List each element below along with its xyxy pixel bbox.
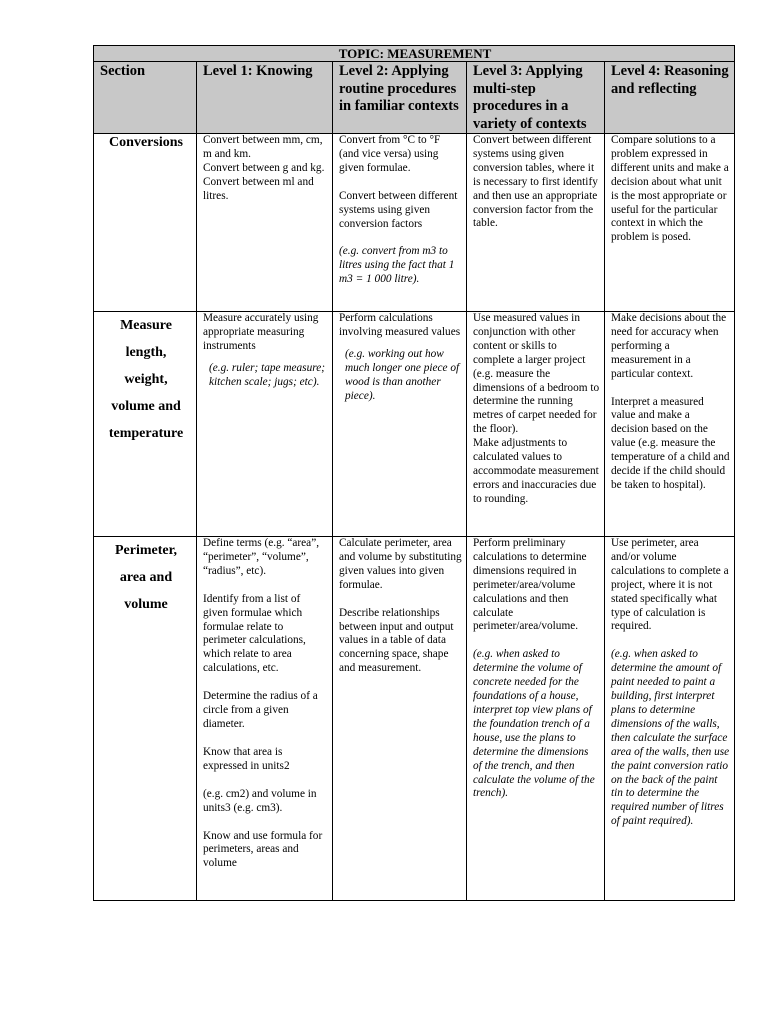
- section-label: weight,: [124, 372, 168, 387]
- perimeter-level2: [333, 537, 467, 901]
- section-measure: [94, 312, 197, 537]
- cell-text: Convert between g and kg.: [203, 161, 325, 174]
- cell-text: Use measured values in conjunction with other content or skills to complete a larger project (e.g. measure the dimensions of a bedroom to determine the running metres of carpet needed for the floor).: [473, 312, 600, 436]
- header-level4: Level 4: Reasoning and reflecting: [605, 62, 735, 134]
- measure-level1: [197, 312, 333, 537]
- header-section: Section: [94, 62, 197, 134]
- header-row: [94, 62, 735, 134]
- conversions-level2: [333, 134, 467, 312]
- cell-text: Convert between different systems using given conversion tables, where it is necessary to first identify and then use an appropriate conversion factor from the table.: [473, 134, 598, 230]
- measure-level2: [333, 312, 467, 537]
- cell-example: (e.g. ruler; tape measure; kitchen scale; jugs; etc).: [209, 361, 325, 388]
- cell-text: Calculate perimeter, area and volume by substituting given values into given formulae.: [339, 537, 462, 591]
- section-label: Measure: [120, 318, 172, 333]
- measure-level4: [605, 312, 735, 537]
- cell-text: Make adjustments to calculated values to accommodate measurement errors and inaccuracies due to rounding.: [473, 437, 599, 505]
- cell-text: Know that area is expressed in units2: [203, 745, 290, 772]
- section-label: Perimeter,: [114, 543, 178, 558]
- section-perimeter: [94, 537, 197, 901]
- cell-text: Know and use formula for perimeters, areas and volume: [203, 829, 323, 870]
- section-label: volume and: [111, 399, 181, 414]
- cell-text: Make decisions about the need for accuracy when performing a measurement in a particular context.: [611, 312, 727, 380]
- perimeter-level3: [467, 537, 605, 901]
- header-level2: Level 2: Applying routine procedures in familiar contexts: [333, 62, 467, 134]
- cell-text: Determine the radius of a circle from a given diameter.: [203, 690, 318, 730]
- cell-text: Compare solutions to a problem expressed in different units and make a decision about what unit is the most appropriate or useful for the particular context in which the problem is posed.: [611, 134, 729, 244]
- perimeter-level1: [197, 537, 333, 901]
- cell-text: Convert between ml and litres.: [203, 175, 314, 202]
- perimeter-level4: [605, 537, 735, 901]
- cell-text: Convert between mm, cm, m and km.: [203, 134, 323, 160]
- section-label: length,: [125, 345, 167, 360]
- section-conversions: [94, 134, 197, 312]
- cell-text: Convert from °C to °F (and vice versa) using given formulae.: [339, 134, 441, 174]
- cell-text: (e.g. cm2) and volume in units3 (e.g. cm3).: [203, 787, 317, 814]
- cell-example: (e.g. when asked to determine the volume of concrete needed for the foundations of a house, interpret top view plans of the foundation trench of a house, use the plans to determine the dimensions of the trench, and then calculate the volume of the trench).: [473, 648, 595, 800]
- cell-text: Perform preliminary calculations to determine dimensions required in perimeter/area/volume calculations and then calculate perimeter/area/volume.: [473, 537, 587, 633]
- cell-text: Convert between different systems using given conversion factors: [339, 189, 458, 230]
- measure-level3: [467, 312, 605, 537]
- conversions-level3: [467, 134, 605, 312]
- section-label: volume: [124, 597, 168, 612]
- cell-text: Use perimeter, area and/or volume calculations to complete a project, where it is not stated specifically what type of calculation is required.: [611, 537, 729, 633]
- section-label: Conversions: [109, 135, 183, 150]
- cell-text: Identify from a list of given formulae which formulae relate to perimeter calculations, which relate to area calculations, etc.: [203, 592, 306, 675]
- cell-text: Measure accurately using appropriate measuring instruments: [203, 312, 319, 352]
- header-level1: Level 1: Knowing: [197, 62, 333, 134]
- table-row-measure: [94, 312, 735, 537]
- table-row-perimeter: [94, 537, 735, 901]
- section-label: temperature: [108, 426, 184, 441]
- cell-example: (e.g. working out how much longer one piece of wood is than another piece).: [345, 347, 460, 402]
- cell-text: Perform calculations involving measured values: [339, 312, 461, 338]
- cell-example: (e.g. when asked to determine the amount of paint needed to paint a building, first interpret plans to determine dimensions of the walls, then calculate the surface area of the walls, then use the paint conversion ratio on the back of the paint tin to determine the required number of litres of paint required).: [611, 648, 730, 828]
- cell-example: (e.g. convert from m3 to litres using the fact that 1 m3 = 1 000 litre).: [339, 245, 455, 286]
- cell-text: Describe relationships between input and output values in a table of data concerning space, shape and measurement.: [339, 606, 454, 675]
- header-level3: Level 3: Applying multi-step procedures in a variety of contexts: [467, 62, 605, 134]
- table-row-conversions: [94, 134, 735, 312]
- conversions-level1: [197, 134, 333, 312]
- cell-text: Define terms (e.g. “area”, “perimeter”, “volume”, “radius”, etc).: [203, 537, 320, 577]
- measurement-rubric-table: [93, 45, 735, 901]
- section-label: area and: [119, 570, 173, 585]
- conversions-level4: [605, 134, 735, 312]
- topic-title: TOPIC: MEASUREMENT: [94, 46, 735, 62]
- cell-text: Interpret a measured value and make a decision based on the value (e.g. measure the temperature of a child and decide if the child should be taken to hospital).: [611, 395, 730, 491]
